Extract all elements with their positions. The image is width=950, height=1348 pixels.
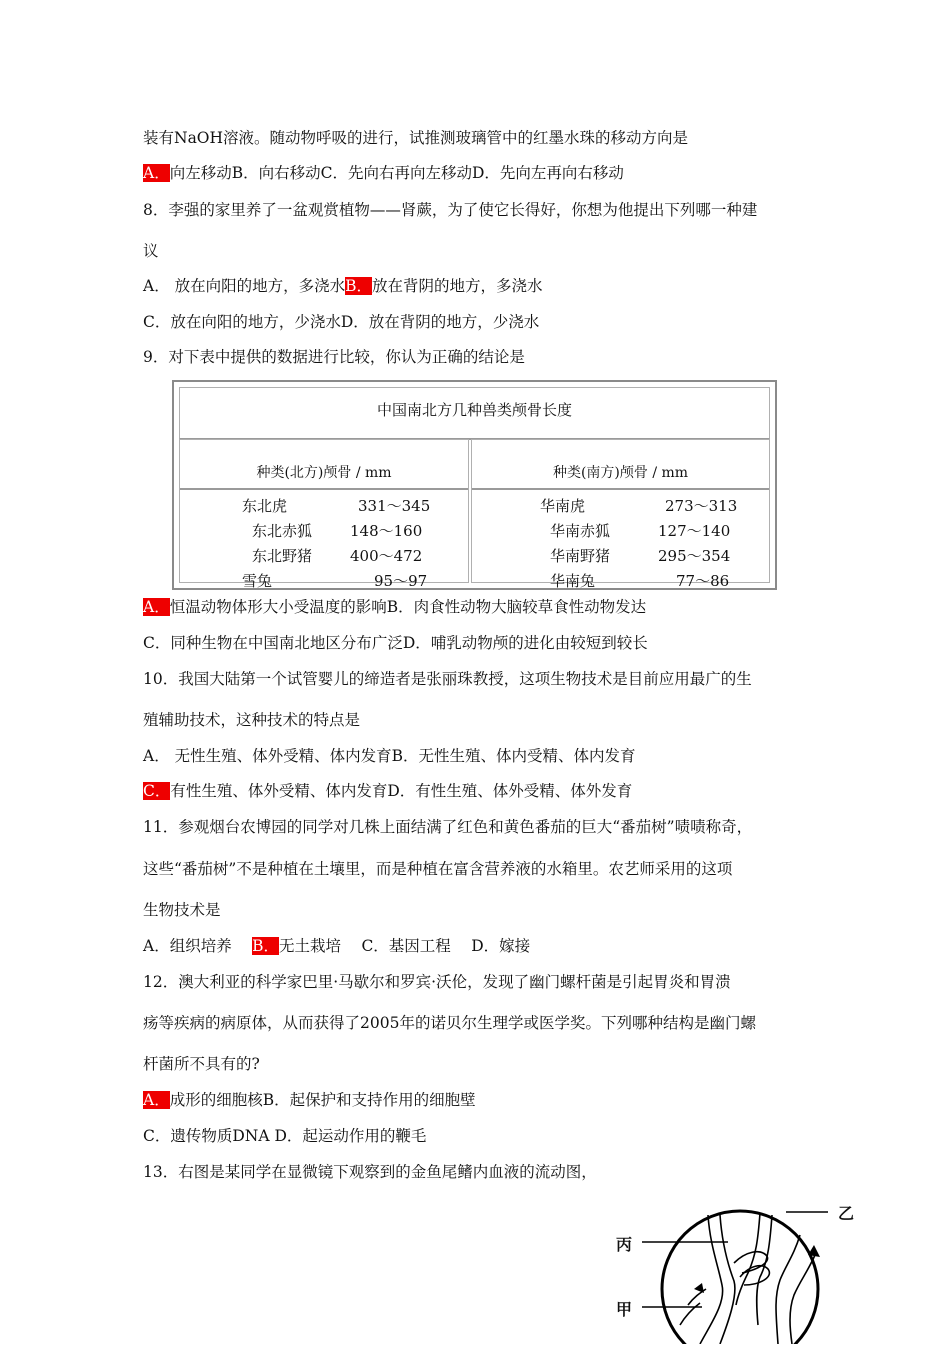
label-yi: 乙 [838,1204,855,1223]
blood-flow-diagram [610,1185,870,1344]
skull-length-table [172,380,777,590]
label-jia: 甲 [616,1300,633,1319]
text-line: 疡等疾病的病原体，从而获得了2005年的诺贝尔生理学或医学奖。下列哪种结构是幽门螺 [143,1014,756,1032]
answer-line: A．成形的细胞核B．起保护和支持作用的细胞壁 [143,1091,476,1109]
question-13: 13．右图是某同学在显微镜下观察到的金鱼尾鳍内血液的流动图， [143,1163,597,1181]
answer-marker: C． [143,782,171,800]
text-line: 杆菌所不具有的? [143,1055,260,1073]
south-column: 种类(南方)颅骨 / mm 华南虎 273～313 华南赤狐 127～140 华南野猪 295～354 华南兔 77～86 [471,439,770,583]
answer-line: A．向左移动B．向右移动C．先向右再向左移动D．先向左再向右移动 [143,164,624,182]
question-12: 12．澳大利亚的科学家巴里·马歇尔和罗宾·沃伦，发现了幽门螺杆菌是引起胃炎和胃溃 [143,973,731,991]
answer-marker: A． [143,1091,170,1109]
answer-line: A． 放在向阳的地方，多浇水B．放在背阴的地方，多浇水 [143,277,543,295]
text-line: 装有NaOH溶液。随动物呼吸的进行，试推测玻璃管中的红墨水珠的移动方向是 [143,129,689,147]
answer-marker: B． [345,277,373,295]
option-line: C．遗传物质DNA D．起运动作用的鞭毛 [143,1127,427,1145]
text-line: 议 [143,242,159,260]
answer-marker: A． [143,598,170,616]
label-bing: 丙 [616,1235,633,1254]
text-line: 殖辅助技术，这种技术的特点是 [143,711,361,729]
answer-line: A．恒温动物体形大小受温度的影响B．肉食性动物大脑较草食性动物发达 [143,598,647,616]
answer-line: C．有性生殖、体外受精、体内发育D．有性生殖、体外受精、体外发育 [143,782,633,800]
table-title: 中国南北方几种兽类颅骨长度 [179,387,770,440]
question-9: 9．对下表中提供的数据进行比较，你认为正确的结论是 [143,348,525,366]
north-header: 种类(北方)颅骨 / mm [180,440,468,490]
question-11: 11．参观烟台农博园的同学对几株上面结满了红色和黄色番茄的巨大“番茄树”啧啧称奇， [143,818,753,836]
question-8: 8．李强的家里养了一盆观赏植物——肾蕨，为了使它长得好，你想为他提出下列哪一种建 [143,201,758,219]
north-column: 种类(北方)颅骨 / mm 东北虎 331～345 东北赤狐 148～160 东北野猪 400～472 雪兔 95～97 [179,439,469,583]
text-line: 这些“番茄树”不是种植在土壤里，而是种植在富含营养液的水箱里。农艺师采用的这项 [143,860,733,878]
question-10: 10．我国大陆第一个试管婴儿的缔造者是张丽珠教授，这项生物技术是目前应用最广的生 [143,670,752,688]
answer-marker: B． [252,937,280,955]
option-line: C．放在向阳的地方，少浇水D．放在背阴的地方，少浇水 [143,313,540,331]
option-line: C．同种生物在中国南北地区分布广泛D．哺乳动物颅的进化由较短到较长 [143,634,648,652]
text-line: 生物技术是 [143,901,221,919]
answer-line: A．组织培养 B．无土栽培 C．基因工程 D．嫁接 [143,937,531,955]
option-line: A． 无性生殖、体外受精、体内发育B．无性生殖、体内受精、体内发育 [143,747,636,765]
answer-marker: A． [143,164,170,182]
microscope-figure [610,1185,870,1344]
south-header: 种类(南方)颅骨 / mm [472,440,769,490]
